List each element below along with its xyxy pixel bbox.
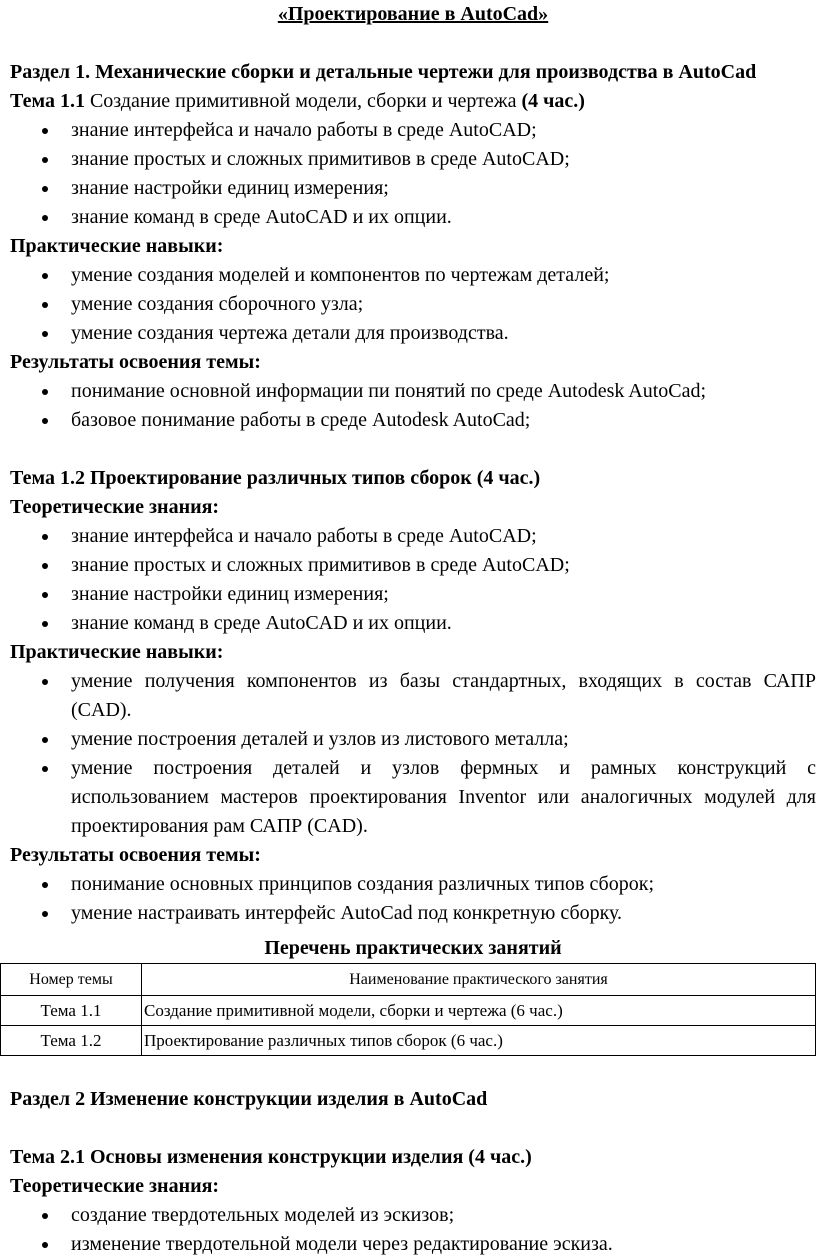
document-page bbox=[10, 0, 816, 1259]
practice-table-title: Перечень практических занятий bbox=[264, 937, 562, 959]
topic-1-2-results-heading: Результаты освоения темы: bbox=[10, 844, 261, 866]
list-item: знание команд в среде AutoCAD и их опции. bbox=[10, 203, 816, 232]
topic-1-1-hours: (4 час.) bbox=[521, 90, 585, 112]
table-cell: Создание примитивной модели, сборки и чертежа (6 час.) bbox=[142, 996, 816, 1026]
list-item: понимание основной информации пи понятий по среде Autodesk AutoCad; bbox=[10, 377, 816, 406]
table-cell: Тема 1.1 bbox=[1, 996, 142, 1026]
topic-1-1-label: Тема 1.1 bbox=[10, 90, 85, 112]
topic-1-1-heading bbox=[10, 87, 816, 116]
list-item: изменение твердотельной модели через редактирование эскиза. bbox=[10, 1230, 816, 1259]
list-item: умение настраивать интерфейс AutoCad под конкретную сборку. bbox=[10, 899, 816, 928]
list-item: создание твердотельных моделей из эскизов; bbox=[10, 1201, 816, 1230]
topic-1-1-results-heading: Результаты освоения темы: bbox=[10, 351, 261, 373]
topic-1-2-skills-list bbox=[10, 667, 816, 841]
table-row bbox=[1, 1026, 816, 1056]
list-item: умение построения деталей и узлов из листового металла; bbox=[10, 725, 816, 754]
topic-1-2-skills-heading: Практические навыки: bbox=[10, 641, 224, 663]
list-item: умение создания сборочного узла; bbox=[10, 290, 816, 319]
list-item: знание настройки единиц измерения; bbox=[10, 174, 816, 203]
list-item: умение получения компонентов из базы стандартных, входящих в состав САПР (CAD). bbox=[10, 667, 816, 725]
topic-1-1-skills-list bbox=[10, 261, 816, 348]
list-item: понимание основных принципов создания различных типов сборок; bbox=[10, 870, 816, 899]
topic-1-2-heading: Тема 1.2 Проектирование различных типов сборок (4 час.) bbox=[10, 467, 541, 489]
list-item: базовое понимание работы в среде Autodesk AutoCad; bbox=[10, 406, 816, 435]
list-item: знание интерфейса и начало работы в среде AutoCAD; bbox=[10, 522, 816, 551]
table-row bbox=[1, 996, 816, 1026]
topic-1-2-knowledge-list bbox=[10, 522, 816, 638]
topic-1-1-results-list bbox=[10, 377, 816, 435]
column-header: Наименование практического занятия bbox=[142, 964, 816, 996]
list-item: знание команд в среде AutoCAD и их опции. bbox=[10, 609, 816, 638]
topic-1-1-skills-heading: Практические навыки: bbox=[10, 235, 224, 257]
table-cell: Проектирование различных типов сборок (6 час.) bbox=[142, 1026, 816, 1056]
list-item: знание простых и сложных примитивов в среде AutoCAD; bbox=[10, 145, 816, 174]
list-item: умение построения деталей и узлов фермных и рамных конструкций с использованием мастеров проектирования Inventor или аналогичных модулей для проектирования рам САПР (CAD). bbox=[10, 754, 816, 841]
topic-2-1-theory-heading: Теоретические знания: bbox=[10, 1175, 220, 1197]
column-header: Номер темы bbox=[1, 964, 142, 996]
topic-1-1-name: Создание примитивной модели, сборки и чертежа bbox=[84, 90, 522, 112]
section2-heading: Раздел 2 Изменение конструкции изделия в AutoCad bbox=[10, 1088, 488, 1110]
list-item: знание интерфейса и начало работы в среде AutoCAD; bbox=[10, 116, 816, 145]
list-item: знание простых и сложных примитивов в среде AutoCAD; bbox=[10, 551, 816, 580]
topic-1-2-results-list bbox=[10, 870, 816, 928]
section1-heading: Раздел 1. Механические сборки и детальные чертежи для производства в AutoCad bbox=[10, 61, 757, 83]
topic-1-1-knowledge-list bbox=[10, 116, 816, 232]
table-cell: Тема 1.2 bbox=[1, 1026, 142, 1056]
list-item: знание настройки единиц измерения; bbox=[10, 580, 816, 609]
table-header-row bbox=[1, 964, 816, 996]
list-item: умение создания чертежа детали для производства. bbox=[10, 319, 816, 348]
topic-1-2-theory-heading: Теоретические знания: bbox=[10, 496, 220, 518]
topic-2-1-heading: Тема 2.1 Основы изменения конструкции изделия (4 час.) bbox=[10, 1146, 532, 1168]
document-title: «Проектирование в AutoCad» bbox=[277, 3, 549, 25]
list-item: умение создания моделей и компонентов по чертежам деталей; bbox=[10, 261, 816, 290]
practice-table bbox=[0, 963, 816, 1056]
topic-2-1-knowledge-list bbox=[10, 1201, 816, 1259]
